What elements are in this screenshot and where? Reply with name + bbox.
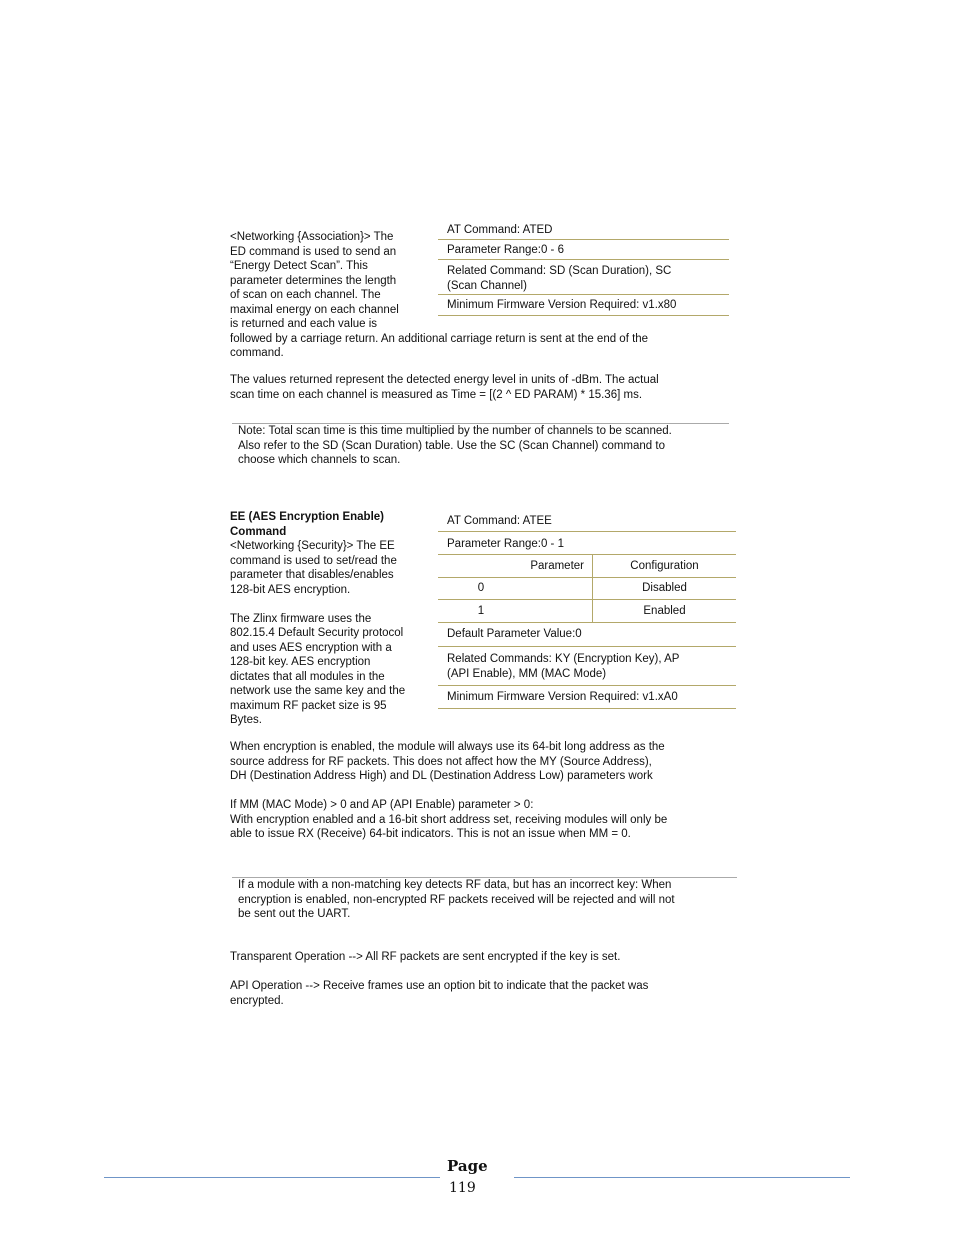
ed-at-command: AT Command: ATED: [438, 222, 729, 240]
text-line: API Operation --> Receive frames use an option bit to indicate that the packet was: [230, 980, 649, 992]
table-row: [438, 600, 736, 623]
ee-command-box-lower: [438, 624, 736, 709]
footer-rule-right: [514, 1177, 850, 1178]
table-header-row: [438, 555, 736, 577]
text-line: Note: Total scan time is this time multiplied by the number of channels to be scanned.: [238, 425, 672, 437]
text-line: of scan on each channel. The: [230, 289, 381, 301]
ed-min-firmware: Minimum Firmware Version Required: v1.x80: [438, 295, 729, 316]
table-header-parameter: Parameter: [438, 555, 593, 577]
text-line: Related Commands: KY (Encryption Key), AP: [447, 653, 680, 665]
text-line: When encryption is enabled, the module will always use its 64-bit long address as the: [230, 741, 665, 753]
text-line: network use the same key and the: [230, 685, 406, 697]
text-line: DH (Destination Address High) and DL (Destination Address Low) parameters work: [230, 770, 653, 782]
ee-at-command: AT Command: ATEE: [438, 512, 736, 532]
table-cell-parameter: 1: [438, 600, 593, 623]
text-line: parameter that disables/enables: [230, 569, 394, 581]
text-line: followed by a carriage return. An additional carriage return is sent at the end of the: [230, 332, 649, 345]
footer-rule-left: [104, 1177, 440, 1178]
ed-values-text: [230, 373, 730, 402]
ed-note: [238, 424, 728, 468]
text-line: Also refer to the SD (Scan Duration) table. Use the SC (Scan Channel) command to: [238, 439, 665, 452]
ed-related-command: [438, 260, 729, 295]
text-line: able to issue RX (Receive) 64-bit indicators. This is not an issue when MM = 0.: [230, 828, 631, 840]
ee-default-value: Default Parameter Value:0: [438, 624, 736, 647]
text-line: With encryption enabled and a 16-bit short address set, receiving modules will only be: [230, 813, 668, 826]
ee-related-commands: [438, 647, 736, 686]
text-line: encrypted.: [230, 994, 284, 1007]
text-line: “Energy Detect Scan”. This: [230, 260, 368, 272]
text-line: The values returned represent the detected energy level in units of -dBm. The actual: [230, 374, 659, 386]
ee-title: Command: [230, 525, 287, 538]
text-line: choose which channels to scan.: [238, 454, 401, 466]
text-line: be sent out the UART.: [238, 908, 351, 920]
text-line: scan time on each channel is measured as Time = [(2 ^ ED PARAM) * 15.36] ms.: [230, 388, 643, 401]
ee-api-operation: [230, 979, 740, 1008]
table-cell-configuration: Enabled: [593, 600, 737, 623]
text-line: is returned and each value is: [230, 318, 378, 330]
text-line: (Scan Channel): [447, 279, 527, 292]
text-line: ED command is used to send an: [230, 245, 397, 258]
text-line: If a module with a non-matching key detects RF data, but has an incorrect key: When: [238, 879, 672, 891]
text-line: parameter determines the length: [230, 274, 397, 287]
text-line: dictates that all modules in the: [230, 670, 385, 683]
text-line: encryption is enabled, non-encrypted RF packets received will be rejected and will not: [238, 893, 675, 906]
text-line: command is used to set/read the: [230, 554, 397, 567]
ee-title: EE (AES Encryption Enable): [230, 511, 384, 523]
text-line: 128-bit AES encryption.: [230, 583, 351, 596]
text-line: source address for RF packets. This does not affect how the MY (Source Address),: [230, 755, 652, 768]
text-line: If MM (MAC Mode) > 0 and AP (API Enable) parameter > 0:: [230, 799, 534, 811]
ee-command-box: [438, 512, 736, 555]
text-line: maximum RF packet size is 95: [230, 699, 387, 712]
text-line: (API Enable), MM (MAC Mode): [447, 667, 607, 680]
table-cell-parameter: 0: [438, 577, 593, 600]
ed-command-box: [438, 222, 729, 316]
text-line: <Networking {Association}> The: [230, 231, 394, 243]
text-line: command.: [230, 347, 284, 359]
text-line: maximal energy on each channel: [230, 303, 399, 316]
ee-min-firmware: Minimum Firmware Version Required: v1.xA0: [438, 686, 736, 709]
table-row: [438, 577, 736, 600]
page-number: 119: [449, 1180, 476, 1196]
text-line: 802.15.4 Default Security protocol: [230, 627, 404, 639]
text-line: 128-bit key. AES encryption: [230, 656, 371, 668]
ee-param-range: Parameter Range:0 - 1: [438, 532, 736, 555]
text-line: The Zlinx firmware uses the: [230, 612, 372, 625]
text-line: and uses AES encryption with a: [230, 641, 392, 654]
ee-mac-mode-text: [230, 798, 740, 842]
ee-parameter-table: [438, 555, 736, 623]
ee-left-text: [230, 510, 435, 728]
ed-param-range: Parameter Range:0 - 6: [438, 240, 729, 260]
text-line: Related Command: SD (Scan Duration), SC: [447, 265, 672, 277]
text-line: Bytes.: [230, 714, 262, 726]
page-label: Page: [447, 1157, 488, 1175]
table-header-configuration: Configuration: [593, 555, 737, 577]
table-cell-configuration: Disabled: [593, 577, 737, 600]
ee-note: [238, 878, 736, 922]
text-line: <Networking {Security}> The EE: [230, 540, 395, 552]
ee-transparent-operation: Transparent Operation --> All RF packets are sent encrypted if the key is set.: [230, 951, 621, 963]
ee-encryption-text: [230, 740, 740, 784]
